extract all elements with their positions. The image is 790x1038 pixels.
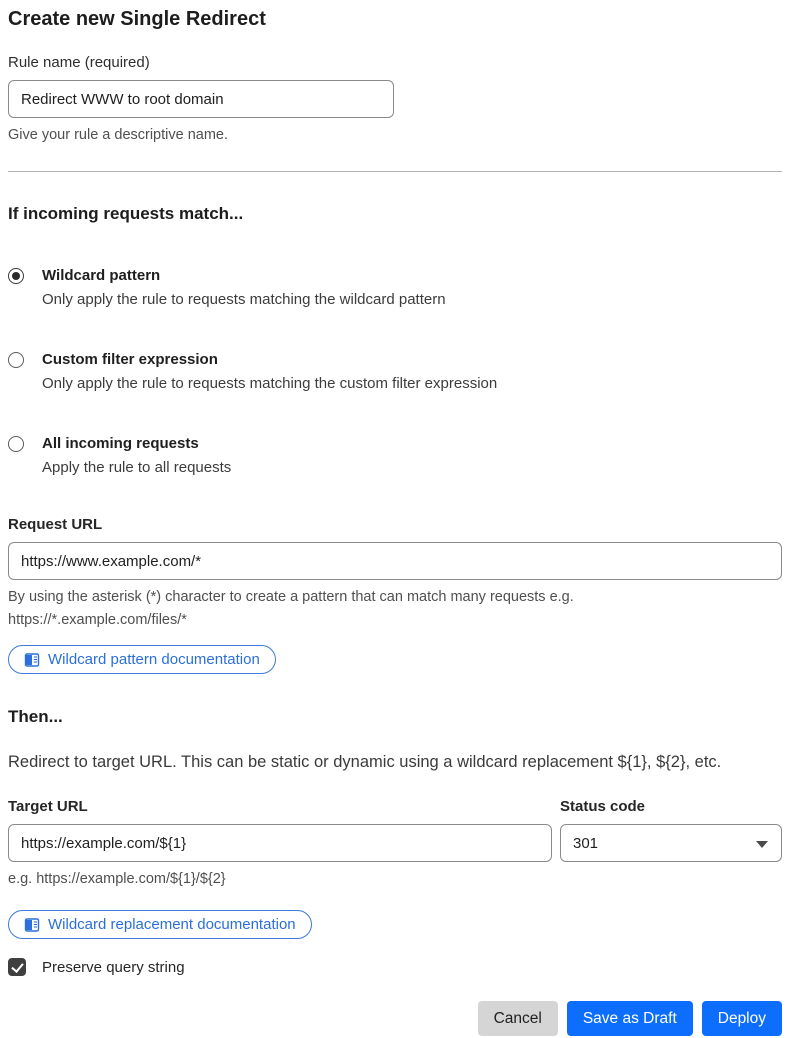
open-book-icon [24,652,40,668]
target-url-label: Target URL [8,798,88,815]
radio-row-all-requests[interactable] [8,434,782,478]
deploy-button[interactable]: Deploy [702,1001,782,1036]
cancel-button[interactable]: Cancel [478,1001,558,1036]
caret-down-icon [756,841,768,848]
radio-row-custom-filter[interactable] [8,350,782,394]
rule-name-label: Rule name (required) [8,54,150,71]
match-type-radio-group [8,266,782,478]
section-divider [8,171,782,172]
radio-label-custom-filter: Custom filter expression [42,351,218,368]
target-url-input[interactable] [8,824,552,862]
create-single-redirect-form [0,7,790,1036]
radio-button-wildcard-pattern[interactable] [8,268,24,284]
target-url-helper: e.g. https://example.com/${1}/${2} [8,871,226,887]
radio-desc-wildcard-pattern: Only apply the rule to requests matching the wildcard pattern [42,291,446,308]
status-code-value: 301 [573,834,599,852]
radio-row-wildcard-pattern[interactable] [8,266,782,310]
rule-name-helper: Give your rule a descriptive name. [8,127,229,143]
request-url-label: Request URL [8,516,103,533]
status-code-select[interactable] [560,824,782,862]
request-url-helper [8,586,782,632]
then-section-heading: Then... [8,707,63,726]
wildcard-pattern-doc-button[interactable] [8,645,276,674]
preserve-query-string-checkbox[interactable] [8,958,26,976]
radio-desc-custom-filter: Only apply the rule to requests matching the custom filter expression [42,375,498,392]
then-section-description: Redirect to target URL. This can be static or dynamic using a wildcard replacement ${1}, ${2}, etc. [8,753,722,771]
radio-desc-all-requests: Apply the rule to all requests [42,459,232,476]
radio-label-wildcard-pattern: Wildcard pattern [42,267,161,284]
match-section-heading: If incoming requests match... [8,204,244,223]
wildcard-replacement-doc-button-label: Wildcard replacement documentation [48,916,296,933]
radio-label-all-requests: All incoming requests [42,435,199,452]
request-url-helper-line2: https://*.example.com/files/* [8,612,187,628]
rule-name-input[interactable] [8,80,394,118]
page-title: Create new Single Redirect [8,8,266,30]
wildcard-pattern-doc-button-label: Wildcard pattern documentation [48,651,260,668]
radio-button-all-requests[interactable] [8,436,24,452]
preserve-query-string-row[interactable] [8,958,782,976]
save-as-draft-button[interactable]: Save as Draft [567,1001,693,1036]
status-code-label: Status code [560,798,646,815]
open-book-icon [24,917,40,933]
preserve-query-string-label: Preserve query string [42,958,185,976]
radio-button-custom-filter[interactable] [8,352,24,368]
target-status-row [8,798,782,891]
wildcard-replacement-doc-button[interactable] [8,910,312,939]
request-url-input[interactable] [8,542,782,580]
request-url-helper-line1: By using the asterisk (*) character to create a pattern that can match many requests e.g. [8,589,574,605]
